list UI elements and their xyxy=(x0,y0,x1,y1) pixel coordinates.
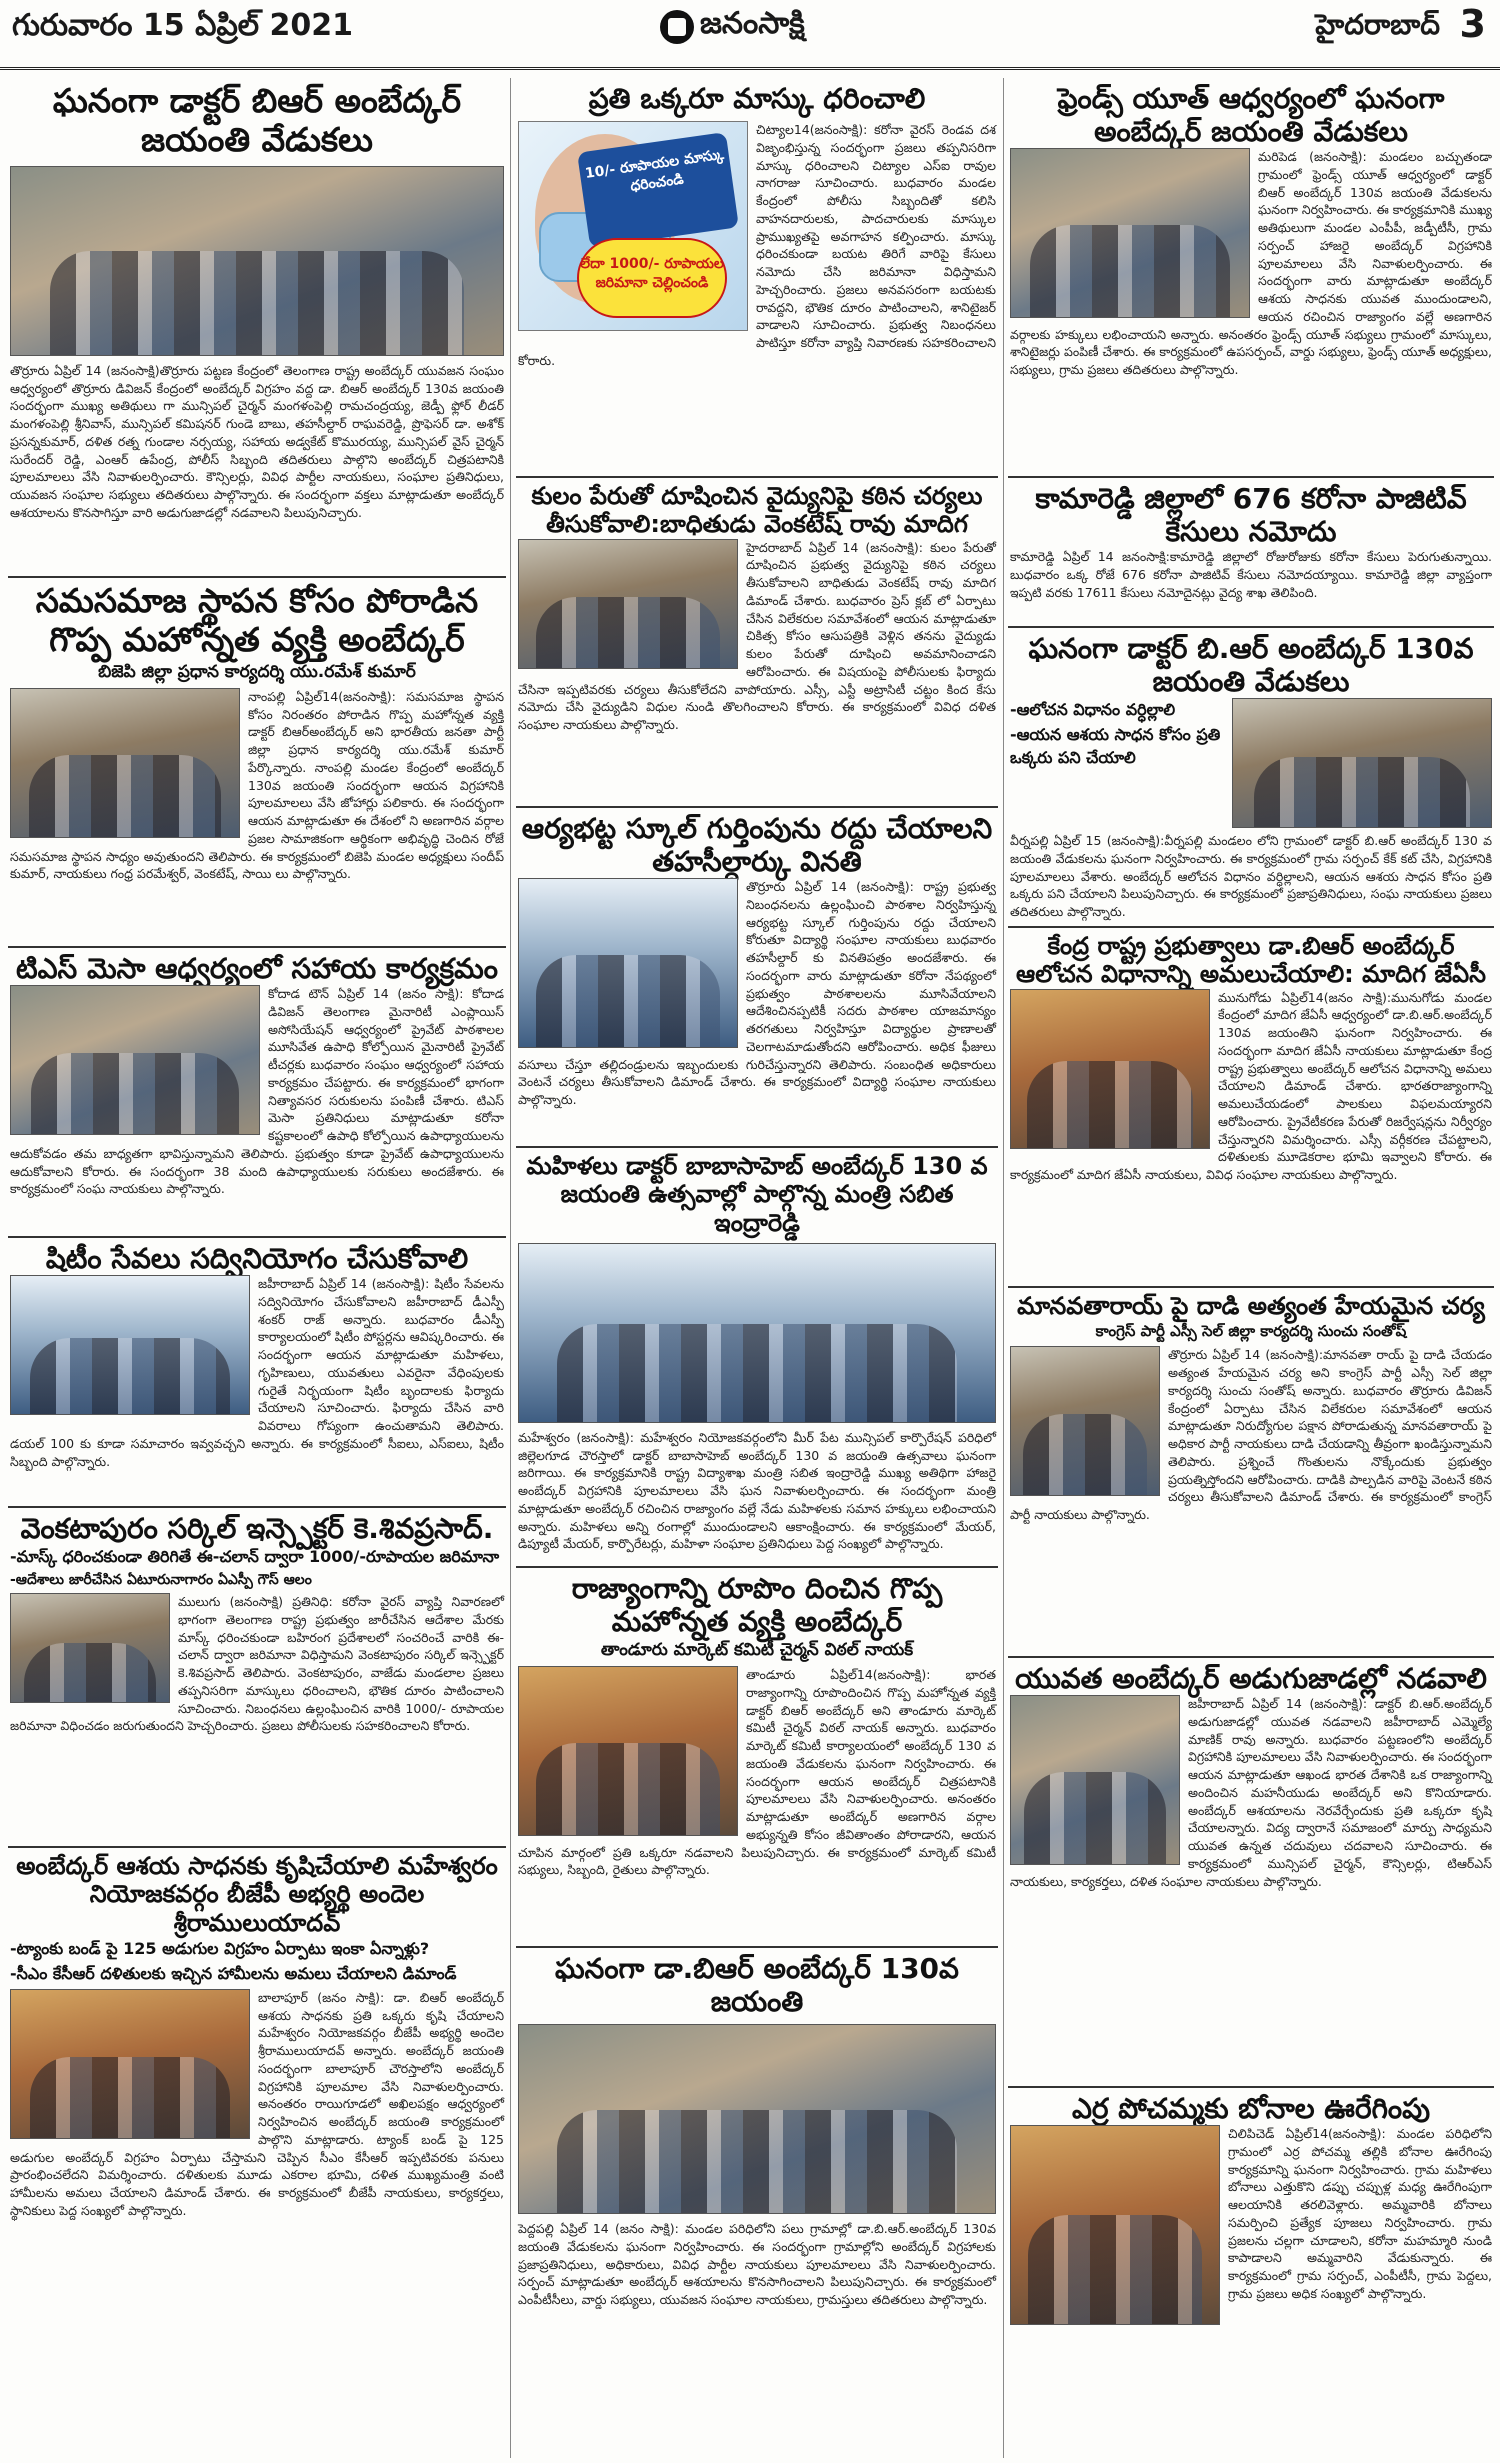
article-peddapalli-ambedkar xyxy=(516,1948,998,2458)
column-middle xyxy=(516,78,998,2458)
article-kicker: -ట్యాంకు బండ్ పై 125 అడుగుల విగ్రహం ఏర్పాటు ఇంకా ఏన్నాళ్లు? xyxy=(10,1938,430,1958)
article-body: మరిపెడ (జనంసాక్షి): మండలం బచ్చుతండా గ్రామంలో ఫ్రెండ్స్ యూత్ ఆధ్వర్యంలో డాక్టర్ బిఆర్ అంబేద్కర్ 130వ జయంతి వేడుకలను ఘనంగా నిర్వహించారు. ఈ కార్యక్రమానికి ముఖ్య అతిథులుగా మండల ఎంపీపీ, జడ్పీటీసీ, గ్రామ సర్పంచ్ హాజరై అంబేద్కర్ విగ్రహానికి పూలమాలలు వేసి నివాళులర్పించారు. ఈ సందర్భంగా వారు మాట్లాడుతూ అంబేద్కర్ ఆశయ సాధనకు యువత ముందుండాలని, ఆయన రచించిన రాజ్యాంగం వల్లే అణగారిన వర్గాలకు హక్కులు లభించాయని అన్నారు. అనంతరం ఫ్రెండ్స్ యూత్ సభ్యులు గ్రామంలో మాస్కులు, శానిటైజర్లు పంపిణీ చేశారు. ఈ కార్యక్రమంలో ఉపసర్పంచ్, వార్డు సభ్యులు, ఫ్రెండ్స్ యూత్ అధ్యక్షులు, సభ్యులు, గ్రామ ప్రజలు తదితరులు పాల్గొన్నారు. xyxy=(1010,149,1492,378)
article-headline: కులం పేరుతో దూషించిన వైద్యునిపై కఠిన చర్యలు తీసుకోవాలి:బాధితుడు వెంకటేష్ రావు మాదిగ xyxy=(531,482,983,539)
article-body: జహీరాబాద్ ఏప్రిల్ 14 (జనంసాక్షి): డాక్టర్ బి.ఆర్.అంబేద్కర్ అడుగుజాడల్లో యువత నడవాలని జహీరాబాద్ ఎమ్మెల్యే మాణిక్ రావు అన్నారు. బుధవారం పట్టణంలోని అంబేద్కర్ విగ్రహానికి పూలమాలలు వేసి నివాళులర్పించారు. ఈ సందర్భంగా ఆయన మాట్లాడుతూ ఆఖండ భారత దేశానికి ఒక రాజ్యాంగాన్ని అందించిన మహనీయుడు అంబేద్కర్ అని కొనియాడారు. అంబేద్కర్ ఆశయాలను నెరవేర్చేందుకు ప్రతి ఒక్కరూ కృషి చేయాలన్నారు. విద్య ద్వారానే సమాజంలో మార్పు సాధ్యమని యువత ఉన్నత చదువులు చదవాలని సూచించారు. ఈ కార్యక్రమంలో మున్సిపల్ చైర్మన్, కౌన్సిలర్లు, టిఆర్ఎస్ నాయకులు, కార్యకర్తలు, దళిత సంఘాల నాయకులు పాల్గొన్నారు. xyxy=(1010,1696,1492,1889)
article-headline: ఘనంగా డాక్టర్ బిఆర్ అంబేద్కర్ జయంతి వేడుకలు xyxy=(52,81,462,159)
article-veernapalli xyxy=(1008,628,1494,928)
article-manavatha-roy xyxy=(1008,1288,1494,1658)
article-body: ములుగు (జనంసాక్షి) ప్రతినిధి: కరోనా వైరస్ వ్యాప్తి నివారణలో భాగంగా తెలంగాణ రాష్ట్ర ప్రభుత్వం జారీచేసిన ఆదేశాల మేరకు మాస్క్ ధరించకుండా బహిరంగ ప్రదేశాలలో సంచరించే వారికి ఈ-చలాన్ ద్వారా జరిమానా విధిస్తామని వెంకటాపురం సర్కిల్ ఇన్స్పెక్టర్ కె.శివప్రసాద్ తెలిపారు. వెంకటాపురం, వాజేడు మండలాల ప్రజలు తప్పనిసరిగా మాస్కులు ధరించాలని, భౌతిక దూరం పాటించాలని సూచించారు. నిబంధనలు ఉల్లంఘించిన వారికి 1000/- రూపాయల జరిమానా విధించడం జరుగుతుందని హెచ్చరించారు. ప్రజలు పోలీసులకు సహకరించాలని కోరారు. xyxy=(10,1594,504,1734)
article-body: హైదరాబాద్ ఏప్రిల్ 14 (జనంసాక్షి): కులం పేరుతో దూషించిన ప్రభుత్వ వైద్యునిపై కఠిన చర్యలు తీసుకోవాలని బాధితుడు వెంకటేష్ రావు మాదిగ డిమాండ్ చేశారు. బుధవారం ప్రెస్ క్లబ్ లో ఏర్పాటు చేసిన విలేకరుల సమావేశంలో ఆయన మాట్లాడుతూ చికిత్స కోసం ఆసుపత్రికి వెళ్లిన తనను వైద్యుడు కులం పేరుతో దూషించి అవమానించాడని ఆరోపించారు. ఈ విషయంపై పోలీసులకు ఫిర్యాదు చేసినా ఇప్పటివరకు చర్యలు తీసుకోలేదని వాపోయారు. ఎస్సీ, ఎస్టీ అట్రాసిటీ చట్టం కింద కేసు నమోదు చేసి వైద్యుడిని విధుల నుండి తొలగించాలని కోరారు. ఈ కార్యక్రమంలో వివిధ దళిత సంఘాల నాయకులు పాల్గొన్నారు. xyxy=(518,539,996,733)
article-photo xyxy=(1232,698,1492,828)
article-photo xyxy=(10,1275,250,1415)
column-right xyxy=(1008,78,1494,2458)
article-photo xyxy=(1010,148,1250,318)
mask-advertisement xyxy=(518,121,748,331)
article-body: చిట్యాల14(జనంసాక్షి): కరోనా వైరస్ రెండవ దశ విజృంభిస్తున్న సందర్భంగా ప్రజలు తప్పనిసరిగా మాస్కు ధరించాలని చిట్యాల ఎస్ఐ రావుల నాగరాజు సూచించారు. బుధవారం మండల కేంద్రంలో పోలీసు సిబ్బందితో కలిసి వాహనదారులకు, పాదచారులకు మాస్కుల ప్రాముఖ్యతపై అవగాహన కల్పించారు. మాస్కు ధరించకుండా బయట తిరిగే వారిపై కేసులు నమోదు చేసి జరిమానా విధిస్తామని హెచ్చరించారు. ప్రజలు అనవసరంగా బయటకు రావద్దని, భౌతిక దూరం పాటించాలని, శానిటైజర్ వాడాలని సూచించారు. ప్రభుత్వ నిబంధనలు పాటిస్తూ కరోనా వ్యాప్తి నివారణకు సహకరించాలని కోరారు. xyxy=(518,122,996,368)
article-body: వీర్నపల్లి ఏప్రిల్ 15 (జనంసాక్షి):వీర్నపల్లి మండలం లోని గ్రామంలో డాక్టర్ బి.ఆర్ అంబేద్కర్ 130 వ జయంతి వేడుకలను ఘనంగా నిర్వహించారు. ఈ కార్యక్రమంలో గ్రామ సర్పంచ్ కేక్ కట్ చేసి, విగ్రహానికి పూలమాలలు వేశారు. అంబేద్కర్ ఆలోచన విధానం వర్ధిల్లాలని, ఆయన ఆశయ సాధన కోసం ప్రతి ఒక్కరు పని చేయాలని పిలుపునిచ్చారు. ఈ కార్యక్రమంలో ప్రజాప్రతినిధులు, సంఘ నాయకులు ప్రజలు తదితరులు పాల్గొన్నారు. xyxy=(1010,833,1492,920)
article-ambedkar-torrur xyxy=(8,78,506,578)
article-body: చిలిపిచెడ్ ఏప్రిల్14(జనంసాక్షి): మండల పరిధిలోని గ్రామంలో ఎర్ర పోచమ్మ తల్లికి బోనాల ఊరేగింపు కార్యక్రమాన్ని ఘనంగా నిర్వహించారు. గ్రామ మహిళలు బోనాలు ఎత్తుకొని డప్పు చప్పుళ్ల మధ్య ఊరేగింపుగా ఆలయానికి తరలివెళ్లారు. అమ్మవారికి బోనాలు సమర్పించి ప్రత్యేక పూజలు నిర్వహించారు. గ్రామ ప్రజలను చల్లగా చూడాలని, కరోనా మహమ్మారి నుండి కాపాడాలని అమ్మవారిని వేడుకున్నారు. ఈ కార్యక్రమంలో గ్రామ సర్పంచ్, ఎంపీటీసీ, గ్రామ పెద్దలు, గ్రామ ప్రజలు అధిక సంఖ్యలో పాల్గొన్నారు. xyxy=(1228,2126,1492,2301)
issue-date: గురువారం 15 ఏప్రిల్ 2021 xyxy=(12,8,353,43)
article-headline: రాజ్యాంగాన్ని రూపొం దించిన గొప్ప మహోన్నత వ్యక్తి అంబేద్కర్ xyxy=(571,1572,943,1639)
article-photo xyxy=(1010,1346,1160,1496)
article-aryabhatta-school xyxy=(516,808,998,1148)
article-headline: వెంకటాపురం సర్కిల్ ఇన్స్పెక్టర్ కె.శివప్రసాద్. xyxy=(20,1512,494,1545)
article-tandur-market xyxy=(516,1568,998,1948)
article-kicker: -ఆలోచన విధానం వర్ధిల్లాలి xyxy=(1010,700,1176,720)
ad-badge: 10/- రూపాయల మాస్కు ధరించండి xyxy=(577,132,739,248)
article-photo xyxy=(518,1243,996,1423)
article-headline: కామారెడ్డి జిల్లాలో 676 కరోనా పాజిటివ్ కేసులు నమోదు xyxy=(1035,482,1467,549)
article-subheadline: తాండూరు మార్కెట్ కమిటీ చైర్మన్ విఠల్ నాయక్ xyxy=(600,1640,914,1661)
article-photo xyxy=(10,985,260,1135)
page-number: 3 xyxy=(1459,2,1486,46)
article-maheshwaram-bjp xyxy=(8,1848,506,2454)
article-headline: ఘనంగా డా.బిఆర్ అంబేద్కర్ 130వ జయంతి xyxy=(555,1952,959,2019)
article-body: కోదాడ టౌన్ ఏప్రిల్ 14 (జనం సాక్షి): కోదాడ డివిజన్ తెలంగాణ మైనారిటీ ఎంప్లాయిస్ అసోసియేషన్ ఆధ్వర్యంలో ప్రైవేట్ పాఠశాలల మూసివేత ఉపాధి కోల్పోయిన మైనారిటీ ప్రైవేట్ టీచర్లకు బుధవారం సంఘం ఆధ్వర్యంలో సహాయ కార్యక్రమం చేపట్టారు. ఈ కార్యక్రమంలో భాగంగా నిత్యావసర సరుకులను పంపిణీ చేశారు. టిఎస్ మెసా ప్రతినిధులు మాట్లాడుతూ కరోనా కష్టకాలంలో ఉపాధి కోల్పోయిన ఉపాధ్యాయులను ఆదుకోవడం తమ బాధ్యతగా భావిస్తున్నామని తెలిపారు. ప్రభుత్వం కూడా ప్రైవేట్ ఉపాధ్యాయులను ఆదుకోవాలని కోరారు. ఈ సందర్భంగా 38 మంది ఉపాధ్యాయులకు సరుకులు అందజేశారు. ఈ కార్యక్రమంలో సంఘ నాయకులు పాల్గొన్నారు. xyxy=(10,986,504,1197)
article-photo xyxy=(1010,989,1210,1149)
article-headline: యువత అంబేద్కర్ అడుగుజాడల్లో నడవాలి xyxy=(1015,1662,1487,1695)
article-photo xyxy=(1010,2125,1220,2325)
newspaper-brand xyxy=(660,6,805,48)
column-divider xyxy=(510,78,511,2458)
article-photo xyxy=(10,1593,170,1703)
article-sabitha-indrareddy xyxy=(516,1148,998,1568)
edition-city: హైదరాబాద్ xyxy=(1315,8,1440,41)
article-youth-ambedkar xyxy=(1008,1658,1494,2088)
article-headline: మహిళలు డాక్టర్ బాబాసాహెబ్ అంబేద్కర్ 130 వ జయంతి ఉత్సవాల్లో పాల్గొన్న మంత్రి సబిత ఇంద్రారెడ్డి xyxy=(526,1152,988,1237)
article-photo xyxy=(518,1666,738,1836)
article-photo xyxy=(10,1989,250,2139)
article-madiga-jac xyxy=(1008,928,1494,1288)
article-kicker: -సీఎం కేసీఆర్ దళితులకు ఇచ్చిన హామీలను అమలు చేయాలని డిమాండ్ xyxy=(10,1963,457,1983)
article-photo xyxy=(518,878,738,1048)
article-tsmesa xyxy=(8,948,506,1238)
article-headline: ఎర్ర పోచమ్మకు బోనాల ఊరేగింపు xyxy=(1071,2092,1431,2125)
article-photo xyxy=(518,2024,996,2214)
article-headline: ఫ్రెండ్స్ యూత్ ఆధ్వర్యంలో ఘనంగా అంబేద్కర్ జయంతి వేడుకలు xyxy=(1057,82,1445,149)
article-body: కామారెడ్డి ఏప్రిల్ 14 జనంసాక్షి:కామారెడ్డి జిల్లాలో రోజురోజుకు కరోనా కేసులు పెరుగుతున్నాయి. బుధవారం ఒక్క రోజే 676 కరోనా పాజిటివ్ కేసులు నమోదయ్యాయి. కామారెడ్డి జిల్లా వ్యాప్తంగా ఇప్పటి వరకు 17611 కేసులు నమోదైనట్లు వైద్య శాఖ తెలిపింది. xyxy=(1010,549,1492,600)
article-body: తొర్రూరు ఏప్రిల్ 14 (జనంసాక్షి):మానవతా రాయ్ పై దాడి చేయడం అత్యంత హేయమైన చర్య అని కాంగ్రెస్ పార్టీ ఎస్సీ సెల్ జిల్లా కార్యదర్శి సుంచు సంతోష్ అన్నారు. బుధవారం తొర్రూరు డివిజన్ కేంద్రంలో ఏర్పాటు చేసిన విలేకరుల సమావేశంలో ఆయన మాట్లాడుతూ నిరుద్యోగుల పక్షాన పోరాడుతున్న మానవతారాయ్ పై అధికార పార్టీ నాయకులు దాడి చేయడాన్ని తీవ్రంగా ఖండిస్తున్నామని తెలిపారు. ప్రశ్నించే గొంతులను నొక్కేందుకు ప్రభుత్వం ప్రయత్నిస్తోందని ఆరోపించారు. దాడికి పాల్పడిన వారిపై వెంటనే కఠిన చర్యలు తీసుకోవాలని డిమాండ్ చేశారు. ఈ కార్యక్రమంలో కాంగ్రెస్ పార్టీ నాయకులు పాల్గొన్నారు. xyxy=(1010,1347,1492,1523)
article-friends-youth xyxy=(1008,78,1494,478)
article-body: పెద్దపల్లి ఏప్రిల్ 14 (జనం సాక్షి): మండల పరిధిలోని పలు గ్రామాల్లో డా.బి.ఆర్.అంబేద్కర్ 130వ జయంతి వేడుకలను ఘనంగా నిర్వహించారు. ఈ సందర్భంగా గ్రామాల్లోని అంబేద్కర్ విగ్రహాలకు ప్రజాప్రతినిధులు, అధికారులు, వివిధ పార్టీల నాయకులు పూలమాలలు వేసి నివాళులర్పించారు. సర్పంచ్ మాట్లాడుతూ అంబేద్కర్ ఆశయాలను కొనసాగించాలని పిలుపునిచ్చారు. ఈ కార్యక్రమంలో ఎంపీటీసీలు, వార్డు సభ్యులు, యువజన సంఘాల నాయకులు, గ్రామస్తులు తదితరులు పాల్గొన్నారు. xyxy=(518,2221,996,2308)
article-headline: ప్రతి ఒక్కరూ మాస్కు ధరించాలి xyxy=(588,82,926,115)
article-subheadline: బిజెపి జిల్లా ప్రధాన కార్యదర్శి యు.రమేశ్ కుమార్ xyxy=(98,661,416,682)
article-samasamaja xyxy=(8,578,506,948)
article-kicker: -ఆదేశాలు జారీచేసిన ఏటూరునాగారం ఏఎస్పీ గౌస్ ఆలం xyxy=(10,1572,312,1589)
column-divider xyxy=(1003,78,1004,2458)
article-photo xyxy=(10,166,504,356)
masthead xyxy=(0,0,1500,70)
article-body: తొర్రూరు ఏప్రిల్ 14 (జనంసాక్షి): రాష్ట్ర ప్రభుత్వ నిబంధనలను ఉల్లంఘించి పాఠశాల నిర్వహిస్తున్న ఆర్యభట్ట స్కూల్ గుర్తింపును రద్దు చేయాలని కోరుతూ విద్యార్థి సంఘాల నాయకులు బుధవారం తహసీల్దార్ కు వినతిపత్రం అందజేశారు. ఈ సందర్భంగా వారు మాట్లాడుతూ కరోనా నేపథ్యంలో ప్రభుత్వం పాఠశాలలను మూసివేయాలని ఆదేశించినప్పటికీ సదరు పాఠశాల యాజమాన్యం తరగతులు నిర్వహిస్తూ విద్యార్థుల ప్రాణాలతో చెలగాటమాడుతోందని ఆరోపించారు. అధిక ఫీజులు వసూలు చేస్తూ తల్లిదండ్రులను ఇబ్బందులకు గురిచేస్తున్నారని తెలిపారు. సంబంధిత అధికారులు వెంటనే చర్యలు తీసుకోవాలని డిమాండ్ చేశారు. ఈ కార్యక్రమంలో విద్యార్థి సంఘాల నాయకులు పాల్గొన్నారు. xyxy=(518,879,996,1108)
column-left xyxy=(8,78,506,2458)
article-headline: షిటీం సేవలు సద్వినియోగం చేసుకోవాలి xyxy=(45,1242,469,1275)
article-headline: సమసమాజ స్థాపన కోసం పోరాడిన గొప్ప మహోన్నత వ్యక్తి అంబేద్కర్ xyxy=(35,581,479,659)
article-headline: టిఎస్ మెసా ఆధ్వర్యంలో సహాయ కార్యక్రమం xyxy=(16,952,498,985)
brand-logo-icon xyxy=(660,10,694,44)
article-sheteam xyxy=(8,1238,506,1508)
article-body: మహేశ్వరం (జనంసాక్షి): మహేశ్వరం నియోజకవర్గంలోని మీర్ పేట మున్సిపల్ కార్పొరేషన్ పరిధిలో జిల్లెలగూడ చౌరస్తాలో డాక్టర్ బాబాసాహెబ్ అంబేద్కర్ 130 వ జయంతి ఉత్సవాలు ఘనంగా జరిగాయి. ఈ కార్యక్రమానికి రాష్ట్ర విద్యాశాఖ మంత్రి సబిత ఇంద్రారెడ్డి ముఖ్య అతిథిగా హాజరై అంబేద్కర్ విగ్రహానికి పూలమాలలు వేసి ఘన నివాళులర్పించారు. ఈ సందర్భంగా మంత్రి మాట్లాడుతూ అంబేద్కర్ రచించిన రాజ్యాంగం వల్లే నేడు మహిళలకు సమాన హక్కులు లభించాయని అన్నారు. మహిళలు అన్ని రంగాల్లో ముందుండాలని ఆకాంక్షించారు. ఈ కార్యక్రమంలో మేయర్, డిప్యూటీ మేయర్, కార్పొరేటర్లు, మహిళా సంఘాల ప్రతినిధులు పెద్ద సంఖ్యలో పాల్గొన్నారు. xyxy=(518,1429,996,1552)
article-headline: కేంద్ర రాష్ట్ర ప్రభుత్వాలు డా.బిఆర్ అంబేద్కర్ ఆలోచన విధానాన్ని అమలుచేయాలి: మాదిగ జేఏసీ xyxy=(1016,932,1486,989)
article-body: తొర్రూరు ఏప్రిల్ 14 (జనంసాక్షి)తొర్రూరు పట్టణ కేంద్రంలో తెలంగాణ రాష్ట్ర అంబేద్కర్ యువజన సంఘం ఆధ్వర్యంలో తొర్రూరు డివిజన్ కేంద్రంలో అంబేద్కర్ విగ్రహం వద్ద డా. బిఆర్ అంబేద్కర్ 130వ జయంతి సందర్భంగా ముఖ్య అతిథులు గా మున్సిపల్ చైర్మన్ మంగళంపెల్లి రామచంద్రయ్య, జెడ్పీ ఫ్లోర్ లీడర్ మంగళంపెల్లి శ్రీనివాస్, మున్సిపల్ కమిషనర్ గుండె బాబు, తహసీల్దార్ రాఘవరెడ్డి, ప్రొఫెసర్ డా. అశోక్ ప్రసన్నకుమార్, దళిత రత్న గుండాల నర్సయ్య, సహాయ అడ్వకేట్ కొమురయ్య, మున్సిపల్ వైస్ చైర్మన్ సురేందర్ రెడ్డి, ఎంఆర్ ఉపేంద్ర, పోలీస్ సిబ్బంది తదితరులు పాల్గొని అంబేద్కర్ చిత్రపటానికి పూలమాలలు వేసి నివాళులర్పించారు. కౌన్సిలర్లు, వివిధ పార్టీల నాయకులు, సంఘాల ప్రతినిధులు, యువజన సంఘాల సభ్యులు తదితరులు పాల్గొన్నారు. ఈ సందర్భంగా వక్తలు మాట్లాడుతూ అంబేద్కర్ ఆశయాలను కొనసాగిస్తూ వారి అడుగుజాడల్లో నడవాలని పిలుపునిచ్చారు. xyxy=(10,362,504,520)
article-photo xyxy=(518,539,738,669)
article-headline: మానవతారాయ్ పై దాడి అత్యంత హేయమైన చర్య xyxy=(1017,1292,1485,1320)
article-headline: ఆర్యభట్ట స్కూల్ గుర్తింపును రద్దు చేయాలని తహసీల్దార్కు వినతి xyxy=(521,812,993,879)
article-subheadline: కాంగ్రెస్ పార్టీ ఎస్సీ సెల్ జిల్లా కార్యదర్శి సుంచు సంతోష్ xyxy=(1095,1322,1407,1341)
brand-name: జనంసాక్షి xyxy=(700,6,805,41)
article-pochamma-bonalu xyxy=(1008,2088,1494,2458)
article-kamareddy-covid xyxy=(1008,478,1494,628)
article-photo xyxy=(1010,1695,1180,1865)
article-kicker: -మాస్క్ ధరించకుండా తిరిగితే ఈ-చలాన్ ద్వారా 1000/-రూపాయల జరిమానా xyxy=(10,1547,500,1567)
article-body: జహీరాబాద్ ఏప్రిల్ 14 (జనంసాక్షి): షిటీం సేవలను సద్వినియోగం చేసుకోవాలని జహీరాబాద్ డీఎస్పీ శంకర్ రాజ్ అన్నారు. బుధవారం డీఎస్పీ కార్యాలయంలో షిటీం పోస్టర్లను ఆవిష్కరించారు. ఈ సందర్భంగా ఆయన మాట్లాడుతూ మహిళలు, గృహిణులు, యువతులు ఎవరైనా వేధింపులకు గురైతే నిర్భయంగా షిటీం బృందాలకు ఫిర్యాదు చేయాలని సూచించారు. ఫిర్యాదు చేసిన వారి వివరాలు గోప్యంగా ఉంచుతామని తెలిపారు. డయల్ 100 కు కూడా సమాచారం ఇవ్వవచ్చని అన్నారు. ఈ కార్యక్రమంలో సీఐలు, ఎస్ఐలు, షిటీం సిబ్బంది పాల్గొన్నారు. xyxy=(10,1276,504,1469)
article-body: నాంపల్లి ఏప్రిల్14(జనంసాక్షి): సమసమాజ స్థాపన కోసం నిరంతరం పోరాడిన గొప్ప మహోన్నత వ్యక్తి డాక్టర్ బిఆర్అంబేద్కర్ అని భారతీయ జనతా పార్టీ జిల్లా ప్రధాన కార్యదర్శి యు.రమేశ్ కుమార్ పేర్కొన్నారు. నాంపల్లి మండల కేంద్రంలో అంబేద్కర్ 130వ జయంతి సందర్భంగా ఆయన విగ్రహానికి పూలమాలలు వేసి జోహార్లు పలికారు. ఈ సందర్భంగా ఆయన మాట్లాడుతూ ఈ దేశంలో ని అణగారిన వర్గాల ప్రజల సామాజికంగా ఆర్థికంగా అభివృద్ధి చెందిన రోజే సమసమాజ స్థాపన సాధ్యం అవుతుందని తెలిపారు. ఈ కార్యక్రమంలో బిజెపి మండల అధ్యక్షులు సందీప్ కుమార్, నాయకులు గంధ్ర పరమేశ్వర్, వెంకటేష్, సాయి లు పాల్గొన్నారు. xyxy=(10,688,504,882)
article-body: బాలాపూర్ (జనం సాక్షి): డా. బిఆర్ అంబేద్కర్ ఆశయ సాధనకు ప్రతి ఒక్కరు కృషి చేయాలని మహేశ్వరం నియోజకవర్గం బీజేపీ అభ్యర్థి అందెల శ్రీరాములుయాదవ్ అన్నారు. అంబేద్కర్ జయంతి సందర్భంగా బాలాపూర్ చౌరస్తాలోని అంబేద్కర్ విగ్రహానికి పూలమాల వేసి నివాళులర్పించారు. అనంతరం రాయిగూడలో అఖిలపక్షం ఆధ్వర్యంలో నిర్వహించిన అంబేద్కర్ జయంతి కార్యక్రమంలో పాల్గొని మాట్లాడారు. ట్యాంక్ బండ్ పై 125 అడుగుల అంబేద్కర్ విగ్రహం ఏర్పాటు చేస్తామని చెప్పిన సీఎం కేసీఆర్ ఇప్పటివరకు పనులు ప్రారంభించలేదని విమర్శించారు. దళితులకు మూడు ఎకరాల భూమి, దళిత ముఖ్యమంత్రి వంటి హామీలను అమలు చేయాలని డిమాండ్ చేశారు. ఈ కార్యక్రమంలో బీజేపీ నాయకులు, కార్యకర్తలు, స్థానికులు పెద్ద సంఖ్యలో పాల్గొన్నారు. xyxy=(10,1989,504,2218)
article-headline: ఘనంగా డాక్టర్ బి.ఆర్ అంబేద్కర్ 130వ జయంతి వేడుకలు xyxy=(1028,632,1474,699)
article-headline: అంబేద్కర్ ఆశయ సాధనకు కృషిచేయాలి మహేశ్వరం నియోజకవర్గం బీజేపీ అభ్యర్థి అందెల శ్రీరాములుయాదవ్ xyxy=(16,1852,498,1937)
article-caste-abuse xyxy=(516,478,998,808)
article-venkatapuram-ci xyxy=(8,1508,506,1848)
article-photo xyxy=(10,688,240,838)
article-body: మునుగోడు ఏప్రిల్14(జనం సాక్షి):మునుగోడు మండల కేంద్రంలో మాదిగ జేఏసీ ఆధ్వర్యంలో డా.బి.ఆర్.అంబేద్కర్ 130వ జయంతిని ఘనంగా నిర్వహించారు. ఈ సందర్భంగా మాదిగ జేఏసీ నాయకులు మాట్లాడుతూ కేంద్ర రాష్ట్ర ప్రభుత్వాలు అంబేద్కర్ ఆలోచన విధానాన్ని అమలు చేయాలని డిమాండ్ చేశారు. భారతరాజ్యాంగాన్ని అమలుచేయడంలో పాలకులు విఫలమయ్యారని ఆరోపించారు. ప్రైవేటీకరణ పేరుతో రిజర్వేషన్లను నిర్వీర్యం చేస్తున్నారని విమర్శించారు. ఎస్సీ వర్గీకరణ చేపట్టాలని, దళితులకు మూడెకరాల భూమి ఇవ్వాలని కోరారు. ఈ కార్యక్రమంలో మాదిగ జేఏసీ నాయకులు, వివిధ సంఘాల నాయకులు పాల్గొన్నారు. xyxy=(1010,989,1492,1183)
article-mask-awareness xyxy=(516,78,998,478)
article-body: తాండూరు ఏప్రిల్14(జనంసాక్షి): భారత రాజ్యాంగాన్ని రూపొందించిన గొప్ప మహోన్నత వ్యక్తి డాక్టర్ బిఆర్ అంబేద్కర్ అని తాండూరు మార్కెట్ కమిటీ చైర్మన్ విఠల్ నాయక్ అన్నారు. బుధవారం మార్కెట్ కమిటీ కార్యాలయంలో అంబేద్కర్ 130 వ జయంతి వేడుకలను ఘనంగా నిర్వహించారు. ఈ సందర్భంగా ఆయన అంబేద్కర్ చిత్రపటానికి పూలమాలలు వేసి నివాళులర్పించారు. అనంతరం మాట్లాడుతూ అంబేద్కర్ అణగారిన వర్గాల అభ్యున్నతి కోసం జీవితాంతం పోరాడారని, ఆయన చూపిన మార్గంలో ప్రతి ఒక్కరూ నడవాలని పిలుపునిచ్చారు. ఈ కార్యక్రమంలో మార్కెట్ కమిటీ సభ్యులు, సిబ్బంది, రైతులు పాల్గొన్నారు. xyxy=(518,1667,996,1878)
ad-fine-badge: లేదా 1000/- రూపాయల జరిమానా చెల్లించండి xyxy=(577,238,727,318)
article-kicker: -ఆయన ఆశయ సాధన కోసం ప్రతి ఒక్కరు పని చేయాలి xyxy=(1010,725,1221,768)
